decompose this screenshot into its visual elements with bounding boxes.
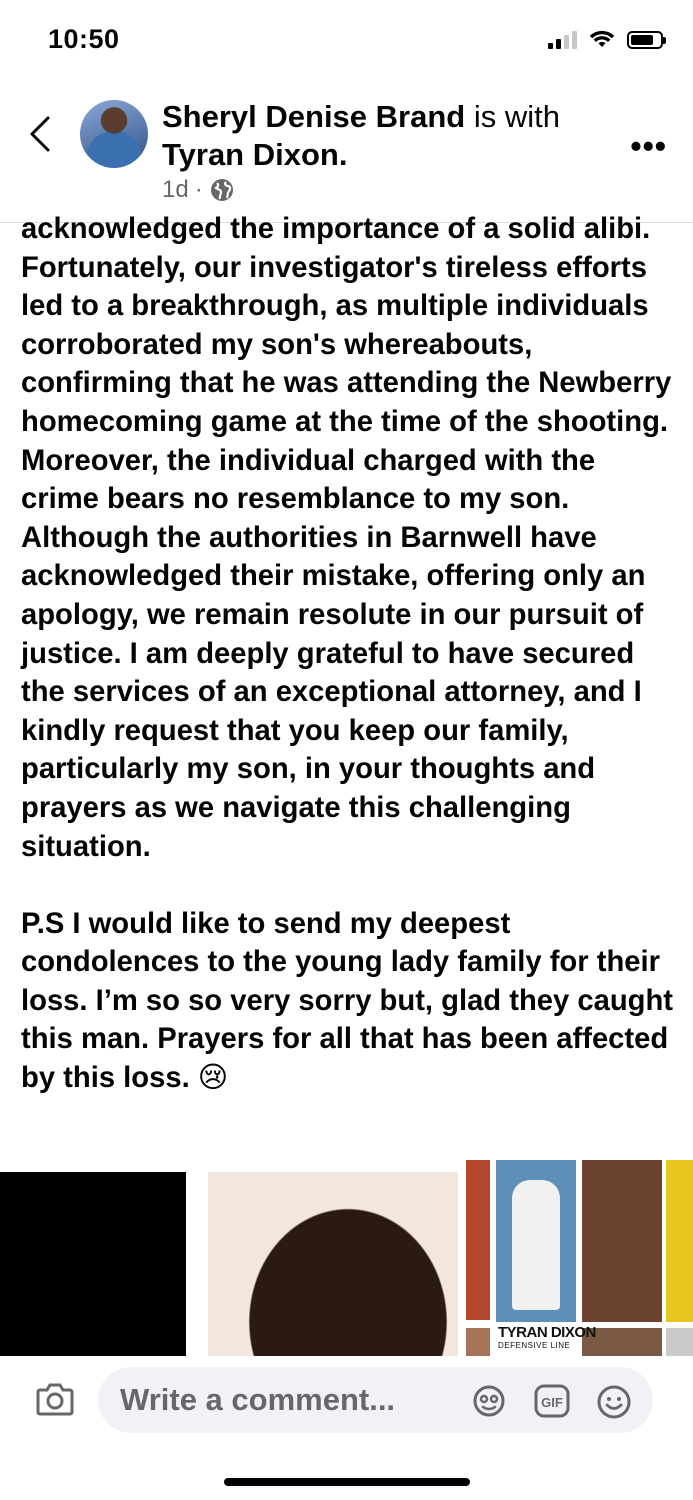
home-indicator[interactable] [224,1478,470,1486]
post-meta [162,176,235,204]
post-body [21,210,681,1098]
battery-icon [627,31,663,49]
avatar[interactable] [80,100,148,168]
clock: 10:50 [48,24,120,54]
collage-caption: TYRAN DIXON DEFENSIVE LINE [498,1324,596,1350]
svg-text:GIF: GIF [541,1395,563,1410]
meta-separator: · [194,176,203,203]
post-author-line [162,98,622,174]
status-icons [548,30,663,49]
wifi-icon [589,30,615,49]
photo-hair-closeup[interactable] [208,1172,458,1357]
chevron-left-icon[interactable] [26,114,56,154]
photo-black[interactable] [0,1172,186,1357]
gif-icon[interactable] [534,1384,570,1418]
tagged-person[interactable]: Tyran Dixon. [162,137,348,172]
comment-placeholder: Write a comment... [120,1382,396,1417]
post-paragraph: acknowledged the importance of a solid alibi. Fortunately, our investigator's tireless efforts led to a breakthrough, as multiple individuals corroborated my son's whereabouts, confirming that he was attending the Newberry homecoming game at the time of the shooting. Moreover, the individual charged with the crime bears no resemblance to my son. Although the authorities in Barnwell have acknowledged their mistake, offering only an apology, we remain resolute in our pursuit of justice. I am deeply grateful to have secured the services of an exceptional attorney, and I kindly request that you keep our family, particularly my son, in your thoughts and prayers as we navigate this challenging situation. [21,213,672,863]
post-time[interactable]: 1d [162,176,189,203]
post-paragraph-ps: P.S I would like to send my deepest condolences to the young lady family for their loss. I’m so so very sorry but, glad they caught this man. Prayers for all that has been affected by this loss. 😢 [21,907,674,1095]
cellular-signal-icon [548,31,577,49]
author-name[interactable]: Sheryl Denise Brand [162,99,466,134]
emoji-icon[interactable] [596,1384,632,1420]
post-header [0,80,693,223]
photo-strip [0,1152,693,1357]
more-options-button[interactable]: ••• [630,128,667,164]
status-bar [0,0,693,80]
with-text: is with [473,99,560,134]
comment-input[interactable] [98,1367,653,1433]
camera-icon[interactable] [36,1382,74,1416]
globe-icon[interactable] [209,177,235,203]
avatar-sticker-icon[interactable] [472,1384,506,1418]
